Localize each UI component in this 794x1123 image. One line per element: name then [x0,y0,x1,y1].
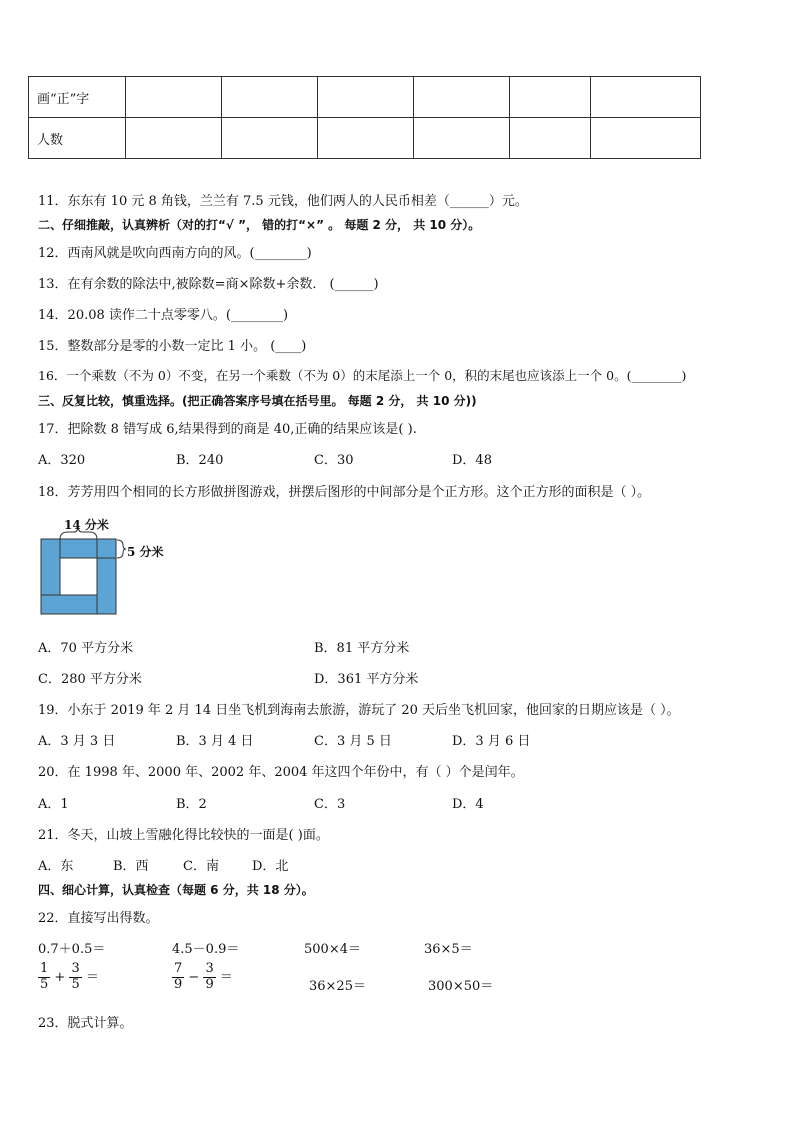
option-d: D．北 [252,859,289,874]
table-cell [126,77,222,118]
table-row [29,118,701,159]
calc-item: 4.5－0.9＝ [172,942,240,957]
equals: ＝ [85,969,99,985]
fraction-expression [172,962,233,993]
table-cell [591,118,701,159]
height-label: 5 分米 [127,545,164,559]
question-21-stem: 21．冬天，山坡上雪融化得比较快的一面是( )面。 [38,828,329,843]
option-b: B．西 [113,859,149,874]
option-d: D．48 [452,453,492,468]
question-11: 11．东东有 10 元 8 角钱，兰兰有 7.5 元钱，他们两人的人民币相差（______）元。 [38,194,528,209]
calc-item: 36×25＝ [309,979,366,994]
option-a: A．70 平方分米 [38,641,134,656]
puzzle-diagram [38,512,188,622]
question-13: 13．在有余数的除法中,被除数=商×除数+余数． (______) [38,277,379,292]
question-19-stem: 19．小东于 2019 年 2 月 14 日坐飞机到海南去旅游，游玩了 20 天后坐飞机回家，他回家的日期应该是（ ）。 [38,703,680,718]
rectangle-puzzle-figure [38,512,188,622]
table-cell [510,118,591,159]
question-22-stem: 22．直接写出得数。 [38,911,159,926]
table-cell [318,77,414,118]
table-cell [318,118,414,159]
tally-table [28,76,701,159]
option-a: A．东 [38,859,74,874]
section-3-heading: 三、反复比较，慎重选择。(把正确答案序号填在括号里。 每题 2 分， 共 10 分)) [38,394,477,408]
option-c: C．30 [314,453,354,468]
fraction: $\frac{1}{5}$ [40,961,49,992]
question-14: 14．20.08 读作二十点零零八。(________) [38,308,289,323]
fraction-expression [38,962,99,993]
calc-item: 300×50＝ [428,979,494,994]
table-cell [222,77,318,118]
operator: + [54,969,66,985]
section-4-heading: 四、细心计算，认真检查（每题 6 分，共 18 分）。 [38,883,314,897]
option-a: A．3 月 3 日 [38,734,116,749]
option-b: B．81 平方分米 [314,641,410,656]
equals: ＝ [219,969,233,985]
option-b: B．240 [176,453,224,468]
calc-item: 36×5＝ [424,942,473,957]
option-c: C．280 平方分米 [38,672,142,687]
question-17-stem: 17．把除数 8 错写成 6,结果得到的商是 40,正确的结果应该是( ). [38,422,417,437]
option-c: C．3 月 5 日 [314,734,392,749]
row-label: 画“正”字 [29,77,126,118]
table-cell [126,118,222,159]
table-cell [414,118,510,159]
fraction: $\frac{3}{9}$ [205,961,214,992]
width-label: 14 分米 [64,518,109,532]
question-23-stem: 23．脱式计算。 [38,1016,133,1031]
question-16: 16．一个乘数（不为 0）不变，在另一个乘数（不为 0）的末尾添上一个 0，积的末尾也应该添上一个 0。(________) [38,368,687,383]
question-15: 15．整数部分是零的小数一定比 1 小。 (____) [38,339,307,354]
question-20-stem: 20．在 1998 年、2000 年、2002 年、2004 年这四个年份中，有（ ）个是闰年。 [38,765,524,780]
table-cell [414,77,510,118]
option-d: D．3 月 6 日 [452,734,531,749]
option-a: A．1 [38,797,69,812]
calc-item: 500×4＝ [304,942,361,957]
option-b: B．2 [176,797,207,812]
question-18-stem: 18．芳芳用四个相同的长方形做拼图游戏，拼摆后图形的中间部分是个正方形。这个正方形的面积是（ ）。 [38,485,651,500]
table-cell [591,77,701,118]
fraction: $\frac{3}{5}$ [71,961,80,992]
calc-item: 0.7＋0.5＝ [38,942,106,957]
table-cell [510,77,591,118]
option-d: D．361 平方分米 [314,672,419,687]
option-c: C．3 [314,797,346,812]
question-12: 12．西南风就是吹向西南方向的风。(________) [38,246,312,261]
option-c: C．南 [183,859,219,874]
row-label: 人数 [29,118,126,159]
table-row [29,77,701,118]
option-b: B．3 月 4 日 [176,734,254,749]
option-a: A．320 [38,453,86,468]
operator: − [188,969,200,985]
section-2-heading: 二、仔细推敲，认真辨析（对的打“√ ”， 错的打“×” 。 每题 2 分， 共 10 分）。 [38,218,481,232]
fraction: $\frac{7}{9}$ [174,961,183,992]
table-cell [222,118,318,159]
option-d: D．4 [452,797,484,812]
